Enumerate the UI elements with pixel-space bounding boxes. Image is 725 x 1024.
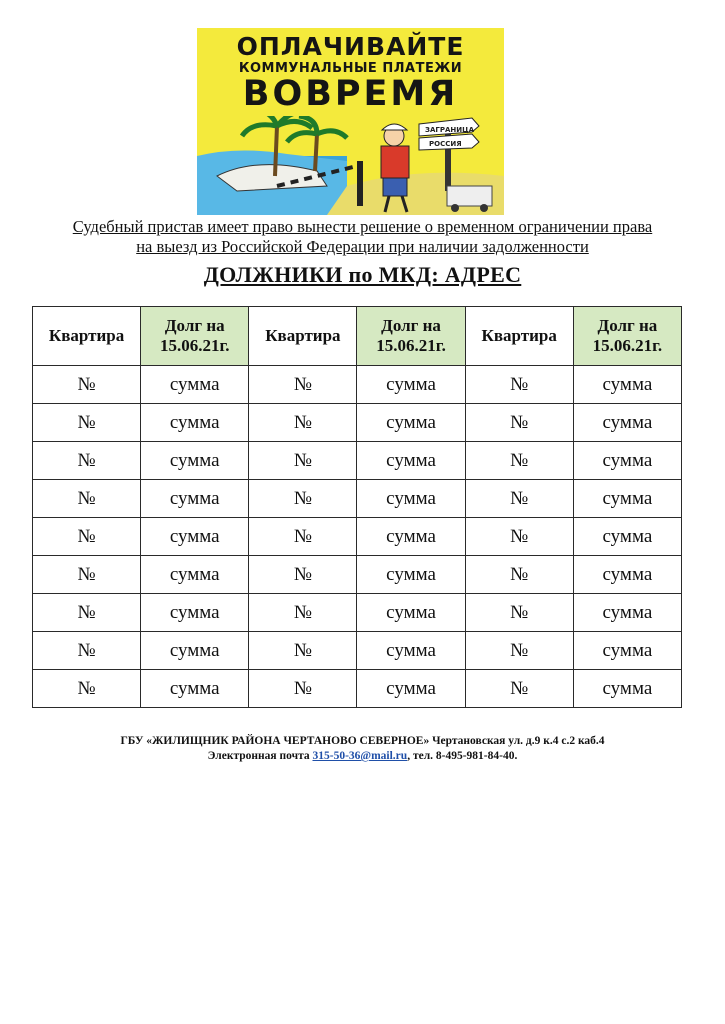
apartment-cell: № [249,556,357,594]
debt-cell: сумма [357,480,465,518]
apartment-cell: № [465,518,573,556]
apartment-cell: № [465,442,573,480]
debt-cell: сумма [357,442,465,480]
poster-image [197,28,504,215]
debt-cell: сумма [141,670,249,708]
header-apartment: Квартира [249,307,357,366]
poster-illustration [197,116,504,215]
debt-cell: сумма [573,442,681,480]
legal-notice [0,217,725,257]
apartment-cell: № [33,670,141,708]
footer-phone: , тел. 8-495-981-84-40. [407,750,518,762]
sign-bottom-text: РОССИЯ [429,140,462,148]
apartment-cell: № [33,442,141,480]
table-row [33,480,682,518]
table-row [33,594,682,632]
apartment-cell: № [465,632,573,670]
apartment-cell: № [249,518,357,556]
poster-title-line1: ОПЛАЧИВАЙТЕ [236,32,465,61]
debt-cell: сумма [573,632,681,670]
apartment-cell: № [33,480,141,518]
header-debt: Долг на 15.06.21г. [573,307,681,366]
apartment-cell: № [33,632,141,670]
apartment-cell: № [33,556,141,594]
email-link[interactable]: 315-50-36@mail.ru [312,750,408,762]
debt-cell: сумма [357,518,465,556]
apartment-cell: № [33,404,141,442]
debt-cell: сумма [141,594,249,632]
debt-cell: сумма [357,594,465,632]
debt-cell: сумма [357,670,465,708]
header-debt: Долг на 15.06.21г. [357,307,465,366]
debt-cell: сумма [573,404,681,442]
apartment-cell: № [249,480,357,518]
debt-cell: сумма [141,480,249,518]
apartment-cell: № [249,404,357,442]
footer-organization: ГБУ «ЖИЛИЩНИК РАЙОНА ЧЕРТАНОВО СЕВЕРНОЕ» Чертановская ул. д.9 к.4 с.2 каб.4 [120,735,605,747]
header-apartment: Квартира [33,307,141,366]
apartment-cell: № [465,670,573,708]
apartment-cell: № [33,518,141,556]
footer-email-label: Электронная почта [207,750,313,762]
debt-cell: сумма [141,442,249,480]
debt-cell: сумма [141,556,249,594]
debt-cell: сумма [141,632,249,670]
footer-contacts [0,749,725,764]
debt-cell: сумма [573,670,681,708]
page-title: ДОЛЖНИКИ по МКД: АДРЕС [203,262,522,287]
table-row [33,632,682,670]
footer [0,734,725,764]
apartment-cell: № [465,594,573,632]
debt-cell: сумма [357,556,465,594]
debtors-table [32,306,682,708]
debt-cell: сумма [573,480,681,518]
debt-cell: сумма [141,518,249,556]
apartment-cell: № [249,442,357,480]
debt-cell: сумма [573,366,681,404]
apartment-cell: № [465,366,573,404]
apartment-cell: № [249,366,357,404]
table-row [33,556,682,594]
table-header-row [33,307,682,366]
apartment-cell: № [33,366,141,404]
debt-cell: сумма [357,404,465,442]
table-row [33,518,682,556]
poster-title-line3: ВОВРЕМЯ [242,74,459,114]
debt-cell: сумма [573,556,681,594]
header-apartment: Квартира [465,307,573,366]
table-row [33,366,682,404]
apartment-cell: № [249,670,357,708]
notice-line-1: Судебный пристав имеет право вынести решение о временном ограничении права [72,217,653,236]
apartment-cell: № [465,404,573,442]
debt-cell: сумма [141,404,249,442]
sign-top-text: ЗАГРАНИЦА [425,126,475,134]
debt-cell: сумма [357,366,465,404]
apartment-cell: № [249,594,357,632]
apartment-cell: № [249,632,357,670]
debt-cell: сумма [573,594,681,632]
table-row [33,404,682,442]
poster-title-line2: КОММУНАЛЬНЫЕ ПЛАТЕЖИ [238,61,463,76]
debt-cell: сумма [141,366,249,404]
debt-cell: сумма [573,518,681,556]
apartment-cell: № [465,556,573,594]
header-debt: Долг на 15.06.21г. [141,307,249,366]
table-row [33,442,682,480]
apartment-cell: № [33,594,141,632]
notice-line-2: на выезд из Российской Федерации при наличии задолженности [136,237,589,256]
debt-cell: сумма [357,632,465,670]
table-row [33,670,682,708]
apartment-cell: № [465,480,573,518]
